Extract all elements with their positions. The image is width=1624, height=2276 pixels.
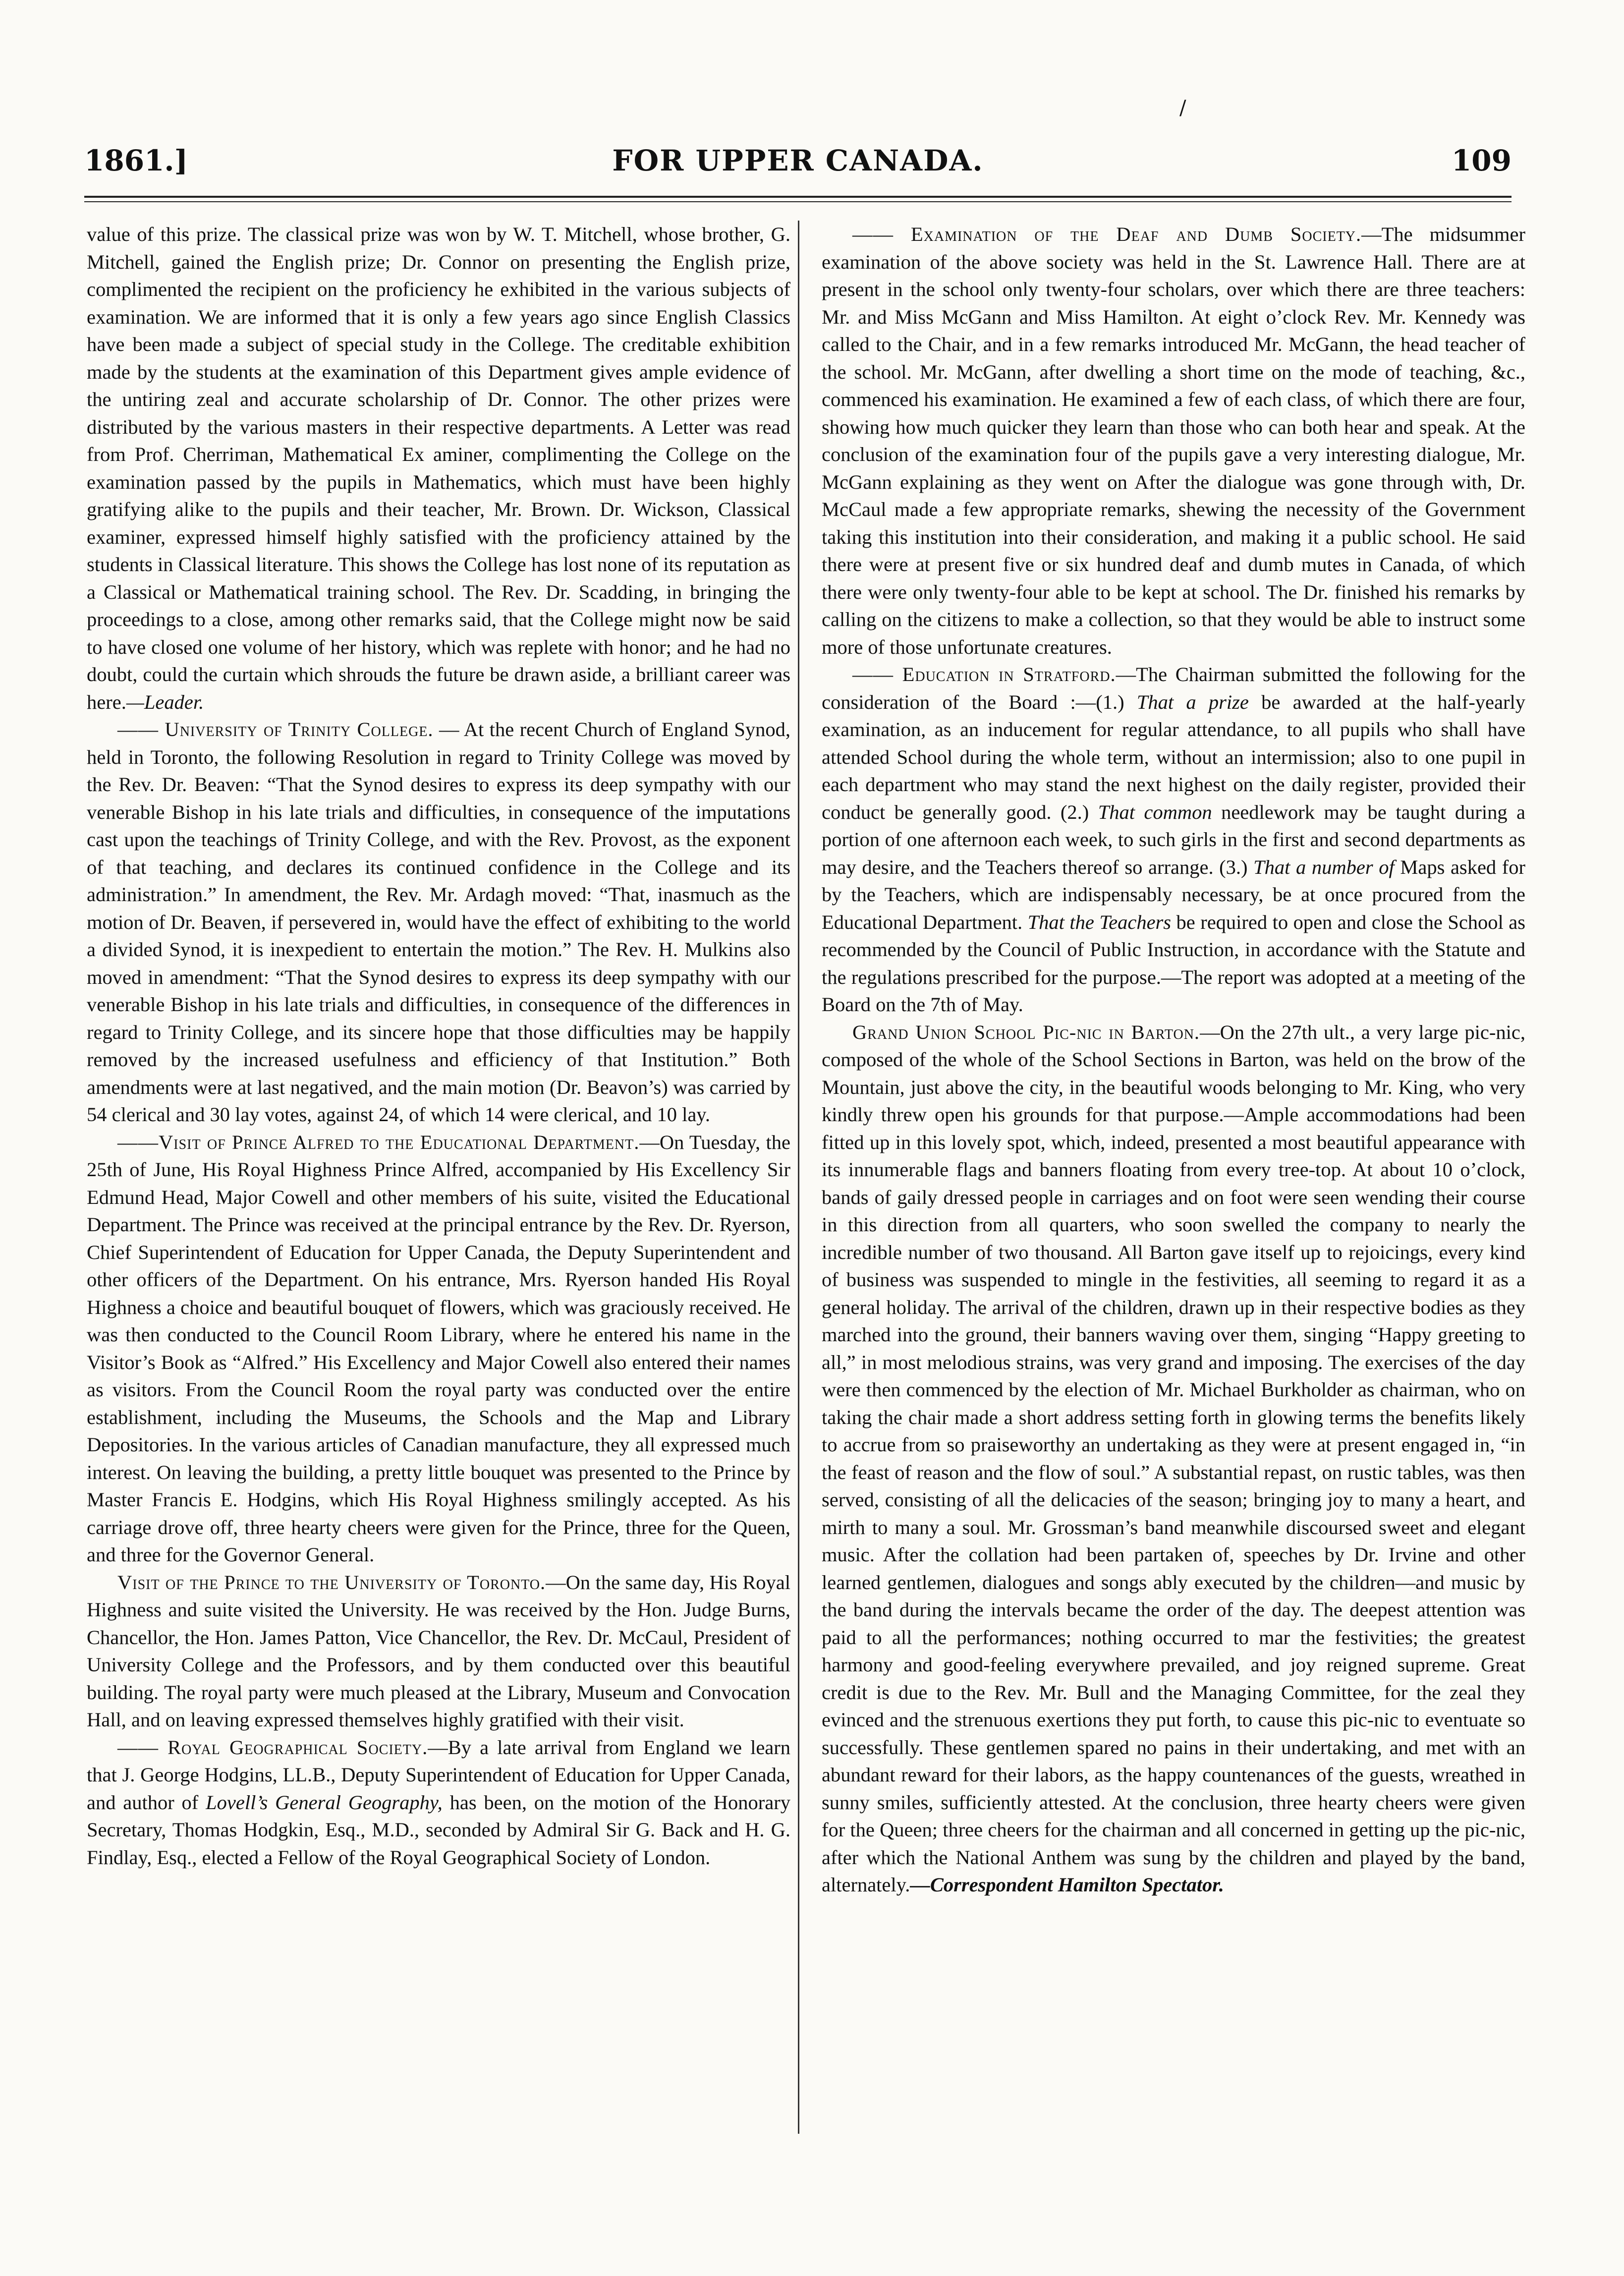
article-text: —On Tuesday, the 25th of June, His Royal Highness Prince Alfred, accompanied by His Excellency Sir Edmund Head, Major Cowell and other members of his suite, visited the Educational Department. The Prince was received at the principal entrance by the Rev. Dr. Ryerson, Chief Superintendent of Education for Upper Canada, the Deputy Superintendent and other officers of the Department. On his entrance, Mrs. Ryerson handed His Royal Highness a choice and beautiful bouquet of flowers, which was graciously received. He was then conducted to the Council Room Library, where he entered his name in the Visitor’s Book as “Alfred.” His Excellency and Major Cowell also entered their names as visitors. From the Council Room the royal party was conducted over the entire establishment, including the Museums, the Schools and the Map and Library Depositories. In the various articles of Canadian manufacture, they all expressed much interest. On leaving the building, a pretty little bouquet was presented to the Prince by Master Francis E. Hodgins, which His Royal Highness smilingly accepted. As his carriage drove off, three hearty cheers were given for the Prince, three for the Queen, and three for the Governor General. bbox=[87, 1131, 790, 1566]
article-text: —On the 27th ult., a very large pic-nic, composed of the whole of the School Sections in Barton, was held on the brow of the Mountain, just above the city, in the beautiful woods belonging to Mr. King, who very kindly threw open his grounds for that purpose.—Ample accommodations had been fitted up in this lovely spot, which, indeed, presented a most beautiful appearance with its innumerable flags and banners floating from every tree-top. At about 10 o’clock, bands of gaily dressed people in carriages and on foot were seen wending their course in this direction from all quarters, who soon swelled the company to nearly the incredible number of two thousand. All Barton gave itself up to rejoicings, every kind of business was suspended to mingle in the festivities, all seeming to regard it as a general holiday. The arrival of the children, drawn up in their respective bodies as they marched into the ground, their banners waving over them, singing “Happy greeting to all,” in most melodious strains, was very grand and imposing. The exercises of the day were then commenced by the election of Mr. Michael Burkholder as chairman, who on taking the chair made a short address setting forth in glowing terms the benefits likely to accrue from so praiseworthy an undertaking as they were at present engaged in, “in the feast of reason and the flow of soul.” A substantial repast, on rustic tables, was then served, consisting of all the delicacies of the season; bringing joy to many a heart, and mirth to many a soul. Mr. Grossman’s band meanwhile discoursed sweet and elegant music. After the collation had been partaken of, speeches by Dr. Irvine and other learned gentlemen, dialogues and songs ably executed by the children—and music by the band during the intervals became the order of the day. The deepest attention was paid to all the performances; nothing occurred to mar the festivities; the greatest harmony and good-feeling everywhere prevailed, and joy reigned supreme. Great credit is due to the Rev. Mr. Bull and the Managing Committee, for the zeal they evinced and the strenuous exertions they put forth, to cause this pic-nic to eventuate so successfully. These gentlemen spared no pains in their undertaking, and met with an abundant reward for their labors, as the happy countenances of the guests, wreathed in sunny smiles, sufficiently attested. At the conclusion, three hearty cheers were given for the Queen; three cheers for the chairman and all concerned in getting up the pic-nic, after which the National Anthem was sung by the children and played by the band, alternately. bbox=[822, 1021, 1525, 1896]
article-text-end: has been, on the motion of the Honorary Secretary, Thomas Hodgkin, Esq., M.D., seconded by Admiral Sir G. Back and H. G. Findlay, Esq., elected a Fellow of the Royal Geographical Society of London. bbox=[87, 1791, 790, 1869]
page-mark: / bbox=[1179, 97, 1186, 119]
header-year: 1861.] bbox=[84, 144, 188, 177]
italic-phrase: That common bbox=[1098, 800, 1212, 823]
article-text: value of this prize. The classical prize was won by W. T. Mitchell, whose brother, G. Mitchell, gained the English prize; Dr. Connor on presenting the English prize, complimented the recipient on the proficiency he exhibited in the various subjects of examination. We are informed that it is only a few years ago since English Classics have been made a subject of special study in the College. The creditable exhibition made by the students at the examination of this Department gives ample evidence of the untiring zeal and accurate scholarship of Dr. Connor. The other prizes were distributed by the various masters in their respective departments. A Letter was read from Prof. Cherriman, Mathematical Ex aminer, complimenting the College on the examination passed by the pupils in Mathematics, which must have been highly gratifying alike to the pupils and their teacher, Mr. Brown. Dr. Wickson, Classical examiner, expressed himself highly satisfied with the proficiency attained by the students in Classical literature. This shows the College has lost none of its reputation as a Classical or Mathematical training school. The Rev. Dr. Scadding, in bringing the proceedings to a close, among other remarks said, that the College might now be said to have closed one volume of her history, which was replete with honor; and he had no doubt, could the curtain which shrouds the future be drawn aside, a brilliant career was here. bbox=[87, 223, 790, 713]
article-source: —Correspondent Hamilton Spectator. bbox=[910, 1874, 1224, 1896]
right-column bbox=[822, 221, 1525, 1899]
article-prince-visit-education bbox=[87, 1129, 790, 1569]
article-deaf-dumb-society bbox=[822, 221, 1525, 661]
article-text: —By a late arrival from England we learn that J. George Hodgins, LL.B., Deputy Superintendent of Education for Upper Canada, and author of bbox=[87, 1736, 791, 1814]
italic-phrase: That the Teachers bbox=[1027, 910, 1172, 933]
article-text: be required to open and close the School as recommended by the Council of Public Instruction, in accordance with the Statute and the regulations prescribed for the purpose.—The report was adopted at a meeting of the Board on the 7th of May. bbox=[822, 910, 1525, 1016]
article-heading: —— Royal Geographical Society. bbox=[117, 1736, 428, 1759]
article-text: —The midsummer examination of the above society was held in the St. Lawrence Hall. There are at present in the school only twenty-four scholars, over which there are three teachers: Mr. and Miss McGann and Miss Hamilton. At eight o’clock Rev. Mr. Kennedy was called to the Chair, and in a few remarks introduced Mr. McGann, the head teacher of the school. Mr. McGann, after dwelling a short time on the mode of teaching, &c., commenced his examination. He examined a few of each class, of which there are four, showing how much quicker they learn than those who can both hear and speak. At the conclusion of the examination four of the pupils gave a very interesting dialogue, Mr. McGann explaining as they went on After the dialogue was gone through with, Dr. McCaul made a few appropriate remarks, shewing the necessity of the Government taking this institution into their consideration, and making it a public school. He said there were at present five or six hundred deaf and dumb mutes in Canada, of which there were only twenty-four able to be kept at school. The Dr. finished his remarks by calling on the citizens to make a collection, so that they would be able to instruct some more of those unfortunate creatures. bbox=[822, 223, 1525, 658]
article-text: — At the recent Church of England Synod, held in Toronto, the following Resolution in regard to Trinity College was moved by the Rev. Dr. Beaven: “That the Synod desires to express its deep sympathy with our venerable Bishop in his late trials and difficulties, in consequence of the imputations cast upon the teachings of Trinity College, and with the Rev. Provost, as the exponent of that teaching, and declares its continued confidence in the College and its administration.” In amendment, the Rev. Mr. Ardagh moved: “That, inasmuch as the motion of Dr. Beaven, if persevered in, would have the effect of exhibiting to the world a divided Synod, it is inexpedient to entertain the motion.” The Rev. H. Mulkins also moved in amendment: “That the Synod desires to express its deep sympathy with our venerable Bishop in his late trials and difficulties, in consequence of the differences in regard to Trinity College, and its sincere hope that those difficulties may be happily removed by the increased usefulness and efficiency of that Institution.” Both amendments were at last negatived, and the main motion (Dr. Beavon’s) was carried by 54 clerical and 30 lay votes, against 24, of which 14 were clerical, and 10 lay. bbox=[87, 718, 790, 1126]
article-heading: —— University of Trinity College. bbox=[117, 718, 434, 740]
article-text: needlework may be taught during a portion of one afternoon each week, to such girls in the first and second departments as may desire, and the Teachers thereof so arrange. (3.) bbox=[822, 800, 1526, 878]
article-source: —Leader. bbox=[126, 690, 204, 713]
left-column bbox=[87, 221, 790, 1871]
article-education-stratford bbox=[822, 661, 1525, 1019]
article-text: Maps asked for by the Teachers, which are indispensably necessary, be at once procured from the Educational Department. bbox=[822, 855, 1525, 933]
article-closing-prize bbox=[87, 221, 790, 716]
header-rule-thin bbox=[84, 201, 1512, 202]
article-heading: Visit of the Prince to the University of Toronto. bbox=[117, 1571, 546, 1593]
article-heading: ——Visit of Prince Alfred to the Educational Department. bbox=[117, 1131, 640, 1153]
article-text: be awarded at the half-yearly examination, as an inducement for regular attendance, to all pupils who shall have attended School during the whole term, without an intermission; also to one pupil in each department who may stand the next highest on the daily register, provided their conduct be generally good. (2.) bbox=[822, 690, 1525, 823]
article-heading: —— Examination of the Deaf and Dumb Society. bbox=[852, 223, 1362, 245]
column-divider bbox=[798, 221, 799, 2134]
page-number: 109 bbox=[1451, 144, 1512, 177]
article-royal-geographical bbox=[87, 1734, 790, 1872]
book-title: Lovell’s General Geography, bbox=[206, 1791, 443, 1814]
italic-phrase: That a number of bbox=[1253, 855, 1395, 878]
page-header bbox=[84, 144, 1512, 188]
article-text: —On the same day, His Royal Highness and suite visited the University. He was received by the Hon. Judge Burns, Chancellor, the Hon. James Patton, Vice Chancellor, the Rev. Dr. McCaul, President of University College and the Professors, and by them conducted over this beautiful building. The royal party were much pleased at the Library, Museum and Convocation Hall, and on leaving expressed themselves highly gratified with their visit. bbox=[87, 1571, 790, 1731]
header-title: FOR UPPER CANADA. bbox=[612, 144, 984, 177]
article-heading: Grand Union School Pic-nic in Barton. bbox=[852, 1021, 1200, 1043]
article-heading: —— Education in Stratford. bbox=[852, 663, 1116, 685]
article-barton-picnic bbox=[822, 1019, 1525, 1899]
article-text: —The Chairman submitted the following for the consideration of the Board :—(1.) bbox=[822, 663, 1525, 713]
header-rule-thick bbox=[84, 196, 1512, 198]
article-trinity-college bbox=[87, 716, 790, 1129]
article-prince-visit-university bbox=[87, 1569, 790, 1734]
italic-phrase: That a prize bbox=[1136, 690, 1249, 713]
